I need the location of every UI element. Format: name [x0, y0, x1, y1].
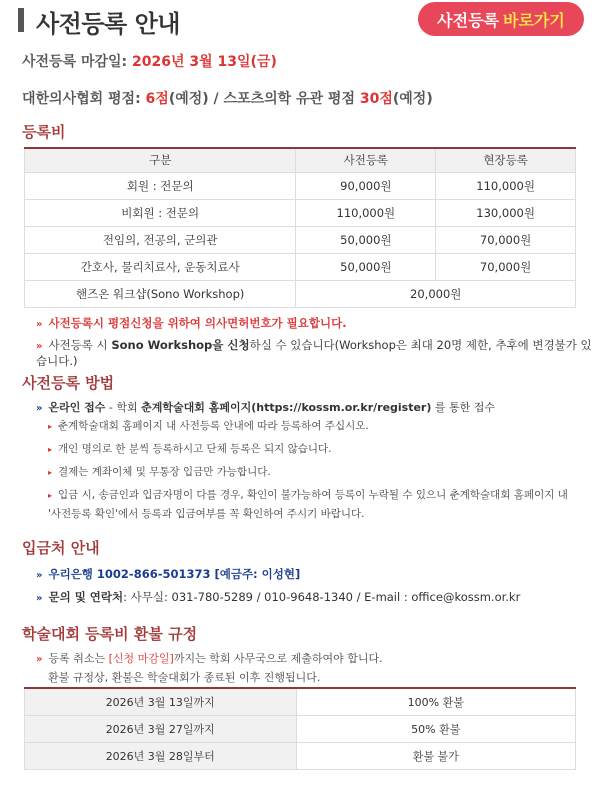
deadline — [22, 51, 277, 71]
fee-table — [24, 147, 576, 308]
list-item: ▸ 결제는 계좌이체 및 무통장 입금만 가능합니다. — [48, 466, 271, 478]
method-online-link[interactable]: 춘계학술대회 홈페이지(https://kossm.or.kr/register) — [141, 401, 432, 414]
refund-rate: 50% 환불 — [296, 715, 576, 742]
refund-date: 2026년 3월 27일까지 — [25, 715, 297, 742]
row-onsite-fee: 70,000원 — [436, 253, 576, 280]
fee-note-license — [36, 315, 347, 331]
table-row — [25, 172, 576, 199]
contact-value: : 사무실: 031-780-5289 / 010-9648-1340 / E-mail : office@kossm.or.kr — [123, 590, 521, 604]
payment-bank — [36, 566, 300, 582]
header-pre: 사전등록 — [296, 148, 436, 172]
header-category: 구분 — [25, 148, 296, 172]
chevron-right-icon: » — [36, 593, 43, 604]
row-pre-fee: 90,000원 — [296, 172, 436, 199]
triangle-bullet-icon: ▸ — [48, 491, 53, 500]
chevron-right-icon: » — [36, 319, 43, 330]
table-row — [25, 253, 576, 280]
credits-value2: 30점 — [359, 91, 393, 107]
section-title-fees: 등록비 — [22, 123, 66, 141]
section-title-refund: 학술대회 등록비 환불 규정 — [22, 625, 198, 643]
note-workshop-a: 사전등록 시 — [48, 338, 108, 352]
method-online-end: 를 통한 접수 — [431, 401, 496, 414]
bank-account: 우리은행 1002-866-501373 [예금주: 이성현] — [48, 567, 301, 581]
refund-rate: 100% 환불 — [296, 688, 576, 715]
row-pre-fee: 50,000원 — [296, 253, 436, 280]
triangle-bullet-icon: ▸ — [48, 445, 53, 454]
section-title-payment: 입금처 안내 — [22, 539, 100, 557]
row-pre-fee: 110,000원 — [296, 199, 436, 226]
refund-note-line1: » 등록 취소는 [신청 마감일]까지는 학회 사무국으로 제출하여야 합니다. — [36, 652, 383, 665]
refund-note-line2: 환불 규정상, 환불은 학술대회가 종료된 이후 진행됩니다. — [48, 671, 321, 684]
row-category: 전임의, 전공의, 군의관 — [25, 226, 296, 253]
refund-note — [36, 650, 383, 687]
row-pre-fee: 50,000원 — [296, 226, 436, 253]
refund-deadline-highlight: [신청 마감일] — [108, 652, 174, 665]
header-onsite: 현장등록 — [436, 148, 576, 172]
table-header-row — [25, 148, 576, 172]
list-item: ▸ 입금 시, 송금인과 입금자명이 다를 경우, 확인이 불가능하여 등록이 누락될 수 있으니 춘계학술대회 홈페이지 내 '사전등록 확인'에서 등록과 입금여부를 꼭 확인하여 주시기 바랍니다. — [48, 489, 568, 520]
workshop-fee: 20,000원 — [296, 280, 576, 307]
row-onsite-fee: 110,000원 — [436, 172, 576, 199]
credits-suffix2: (예정) — [392, 91, 433, 107]
row-onsite-fee: 130,000원 — [436, 199, 576, 226]
table-row — [25, 199, 576, 226]
method-online-label: 온라인 접수 — [48, 401, 106, 414]
table-row — [25, 226, 576, 253]
table-row — [25, 715, 576, 742]
deadline-label: 사전등록 마감일: — [22, 54, 128, 70]
table-row — [25, 688, 576, 715]
row-category: 비회원 : 전문의 — [25, 199, 296, 226]
method-online — [36, 399, 495, 415]
list-item: ▸ 춘계학술대회 홈페이지 내 사전등록 안내에 따라 등록하여 주십시오. — [48, 420, 369, 432]
chevron-right-icon: » — [36, 403, 43, 414]
triangle-bullet-icon: ▸ — [48, 422, 53, 431]
refund-date: 2026년 3월 13일까지 — [25, 688, 297, 715]
note-license-text: 사전등록시 평점신청을 위하여 의사면허번호가 필요합니다. — [48, 316, 347, 330]
credits-value1: 6점 — [145, 91, 169, 107]
method-online-mid: - 학회 — [105, 401, 142, 414]
credits — [22, 88, 433, 108]
note-workshop-c: 하실 수 있습니다(Workshop은 최대 20명 제한, 추후에 변경불가 있습니다.) — [36, 338, 592, 368]
row-category: 간호사, 물리치료사, 운동치료사 — [25, 253, 296, 280]
contact-label: 문의 및 연락처 — [48, 590, 124, 604]
triangle-bullet-icon: ▸ — [48, 468, 53, 477]
page-header — [18, 0, 584, 44]
row-onsite-fee: 70,000원 — [436, 226, 576, 253]
title-accent-bar — [18, 8, 24, 32]
row-category: 회원 : 전문의 — [25, 172, 296, 199]
workshop-label: 핸즈온 워크샵(Sono Workshop) — [25, 280, 296, 307]
table-row-workshop — [25, 280, 576, 307]
deadline-value: 2026년 3월 13일(금) — [132, 54, 277, 70]
chevron-right-icon: » — [36, 654, 43, 665]
note-workshop-b: Sono Workshop을 신청 — [111, 338, 250, 352]
fee-note-workshop — [36, 337, 600, 369]
payment-contact — [36, 589, 520, 605]
chevron-right-icon: » — [36, 341, 43, 352]
chevron-right-icon: » — [36, 570, 43, 581]
list-item: ▸ 개인 명의로 한 분씩 등록하시고 단체 등록은 되지 않습니다. — [48, 443, 332, 455]
table-row — [25, 742, 576, 769]
cta-highlight: 바로가기 — [503, 10, 565, 30]
page-title: 사전등록 안내 — [36, 10, 180, 38]
credits-suffix1: (예정) / 스포츠의학 유관 평점 — [168, 91, 355, 107]
cta-label: 사전등록 — [437, 10, 499, 30]
credits-label1: 대한의사협회 평점: — [22, 91, 141, 107]
refund-table — [24, 687, 576, 770]
pre-registration-button[interactable] — [418, 2, 584, 36]
refund-date: 2026년 3월 28일부터 — [25, 742, 297, 769]
section-title-method: 사전등록 방법 — [22, 374, 115, 392]
refund-rate: 환불 불가 — [296, 742, 576, 769]
